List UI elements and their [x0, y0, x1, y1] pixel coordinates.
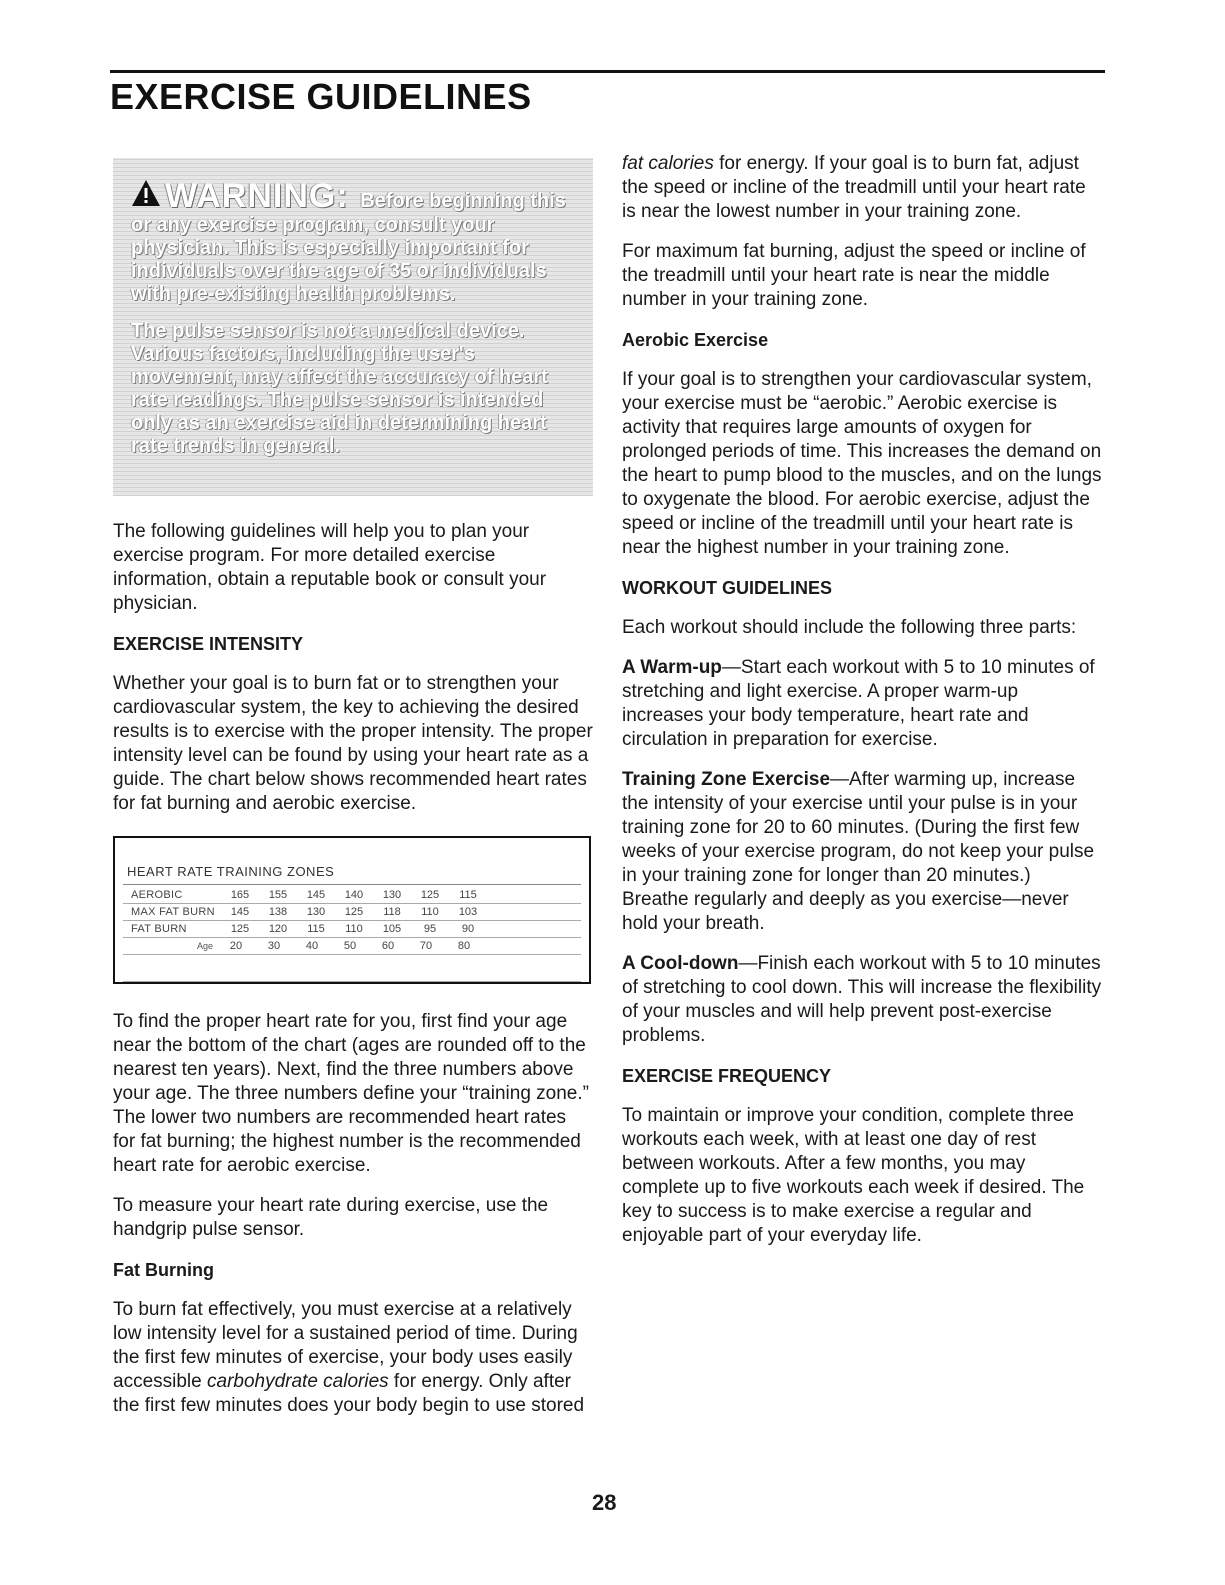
training-zone-text: —After warming up, increase the intensity of your exercise until your pulse is in your training zone for 20 to 60 minutes. (During the first few weeks of your exercise program, do not keep your pulse in your training zone for longer than 20 minutes.) Breathe regularly and deeply as you exercise—never hold your breath.: [622, 769, 1095, 934]
chart-cell: 110: [345, 923, 363, 935]
warning-text-1: Before beginning this or any exercise program, consult your physician. This is especially important for individuals over the age of 35 or individuals with pre-existing health problems.: [131, 190, 566, 305]
intensity-heading: EXERCISE INTENSITY: [113, 634, 304, 654]
age-axis-label: Age: [196, 941, 213, 951]
chart-cell: 165: [230, 889, 250, 901]
fat-burning-paragraph-2: For maximum fat burning, adjust the speed or incline of the treadmill until your heart rate is near the middle number in your training zone.: [622, 241, 1086, 310]
chart-cell: 145: [230, 906, 250, 918]
chart-cell: 145: [306, 889, 326, 901]
chart-cell: 120: [268, 923, 288, 935]
warmup-paragraph: [622, 656, 1102, 752]
chart-cell: 110: [421, 906, 439, 918]
page-title: EXERCISE GUIDELINES: [110, 76, 532, 117]
text-run: for energy. If your goal is to burn fat, adjust the speed or incline of the treadmill until your heart rate is near the lowest number in your training zone.: [622, 153, 1086, 222]
chart-cell: 115: [459, 889, 477, 901]
chart-age-row: [123, 938, 581, 955]
chart-title: HEART RATE TRAINING ZONES: [123, 860, 581, 885]
workout-intro: Each workout should include the following three parts:: [622, 617, 1077, 638]
warning-paragraph-2: The pulse sensor is not a medical device. Various factors, including the user's movement, may affect the accuracy of heart rate readings. The pulse sensor is intended only as an exercise aid in determining heart rate trends in general.: [131, 320, 548, 457]
row-label: MAX FAT BURN: [131, 906, 215, 918]
warning-paragraph-1: [131, 178, 575, 306]
warning-head: [131, 178, 349, 214]
fat-burning-paragraph-1-end: [622, 152, 1102, 224]
chart-cell: 125: [344, 906, 364, 918]
warning-word: WARNING:: [165, 177, 349, 215]
age-cell: 70: [419, 940, 433, 952]
age-cell: 50: [343, 940, 357, 952]
emphasis-text: carbohydrate calories: [207, 1371, 389, 1392]
cooldown-lead: A Cool-down: [622, 953, 739, 974]
chart-cell: 140: [344, 889, 364, 901]
age-cell: 20: [229, 940, 243, 952]
aerobic-paragraph: If your goal is to strengthen your cardiovascular system, your exercise must be “aerobic.” Aerobic exercise is activity that requires large amounts of oxygen for prolonged periods of time. This increases the demand on the heart to pump blood to the muscles, and on the lungs to oxygenate the blood. For aerobic exercise, adjust the speed or incline of the treadmill until your heart rate is near the highest number in your training zone.: [622, 369, 1102, 558]
age-cell: 30: [267, 940, 281, 952]
chart-cell: 118: [383, 906, 401, 918]
chart-cell: 115: [307, 923, 325, 935]
chart-footer-band: [123, 955, 581, 982]
intensity-paragraph-1: Whether your goal is to burn fat or to strengthen your cardiovascular system, the key to achieving the desired results is to exercise with the proper intensity. The proper intensity level can be found by using your heart rate as a guide. The chart below shows recommended heart rates for fat burning and aerobic exercise.: [113, 673, 593, 814]
intensity-paragraph-2: To find the proper heart rate for you, first find your age near the bottom of the chart (ages are rounded off to the nearest ten years). Next, find the three numbers above your age. The three numbers define your “training zone.” The lower two numbers are recommended heart rates for fat burning; the highest number is the recommended heart rate for aerobic exercise.: [113, 1011, 589, 1176]
chart-cell: 138: [268, 906, 288, 918]
age-cell: 80: [457, 940, 471, 952]
chart-cell: 105: [382, 923, 402, 935]
aerobic-heading: Aerobic Exercise: [622, 330, 769, 350]
training-zone-lead: Training Zone Exercise: [622, 769, 831, 790]
chart-cell: 95: [423, 923, 437, 935]
chart-cell: 130: [306, 906, 326, 918]
heart-rate-chart: [113, 836, 591, 984]
warning-box: [113, 158, 593, 496]
frequency-heading: EXERCISE FREQUENCY: [622, 1066, 832, 1086]
workout-heading: WORKOUT GUIDELINES: [622, 578, 832, 598]
cooldown-paragraph: [622, 952, 1102, 1048]
training-zone-paragraph: [622, 768, 1102, 936]
fat-burning-paragraph-1-start: [113, 1298, 593, 1418]
fat-burning-heading: Fat Burning: [113, 1260, 214, 1280]
cooldown-text: —Finish each workout with 5 to 10 minutes of stretching to cool down. This will increase the flexibility of your muscles and will help prevent post-exercise problems.: [622, 953, 1102, 1046]
chart-cell: 125: [420, 889, 440, 901]
age-cell: 60: [381, 940, 395, 952]
warning-triangle-icon: [131, 179, 161, 207]
chart-cell: 90: [461, 923, 475, 935]
text-run: for energy. Only after the first few minutes does your body begin to use stored: [113, 1371, 585, 1416]
text-run: To burn fat effectively, you must exercise at a relatively low intensity level for a sustained period of time. During the first few minutes of exercise, your body uses easily accessible: [113, 1299, 578, 1392]
intro-paragraph: The following guidelines will help you to plan your exercise program. For more detailed exercise information, obtain a reputable book or consult your physician.: [113, 521, 547, 614]
page-number: 28: [592, 1490, 617, 1515]
intensity-paragraph-3: To measure your heart rate during exercise, use the handgrip pulse sensor.: [113, 1195, 549, 1240]
row-label: AEROBIC: [131, 889, 183, 901]
warmup-text: —Start each workout with 5 to 10 minutes of stretching and light exercise. A proper warm-up increases your body temperature, heart rate and circulation in preparation for exercise.: [622, 657, 1095, 750]
row-label: FAT BURN: [131, 923, 187, 935]
left-column: [113, 158, 593, 1434]
chart-cell: 103: [458, 906, 478, 918]
age-cell: 40: [305, 940, 319, 952]
chart-cell: 125: [230, 923, 250, 935]
frequency-paragraph: To maintain or improve your condition, complete three workouts each week, with at least one day of rest between workouts. After a few months, you may complete up to five workouts each week if desired. The key to success is to make exercise a regular and enjoyable part of your everyday life.: [622, 1105, 1085, 1246]
header-rule: [110, 70, 1105, 73]
chart-row-fat-burn: [123, 921, 581, 938]
right-column: [622, 153, 1102, 1264]
emphasis-text: fat calories: [622, 153, 714, 174]
chart-row-aerobic: [123, 887, 581, 904]
chart-row-max-fat-burn: [123, 904, 581, 921]
chart-cell: 130: [382, 889, 402, 901]
warmup-lead: A Warm-up: [622, 657, 722, 678]
chart-cell: 155: [268, 889, 288, 901]
